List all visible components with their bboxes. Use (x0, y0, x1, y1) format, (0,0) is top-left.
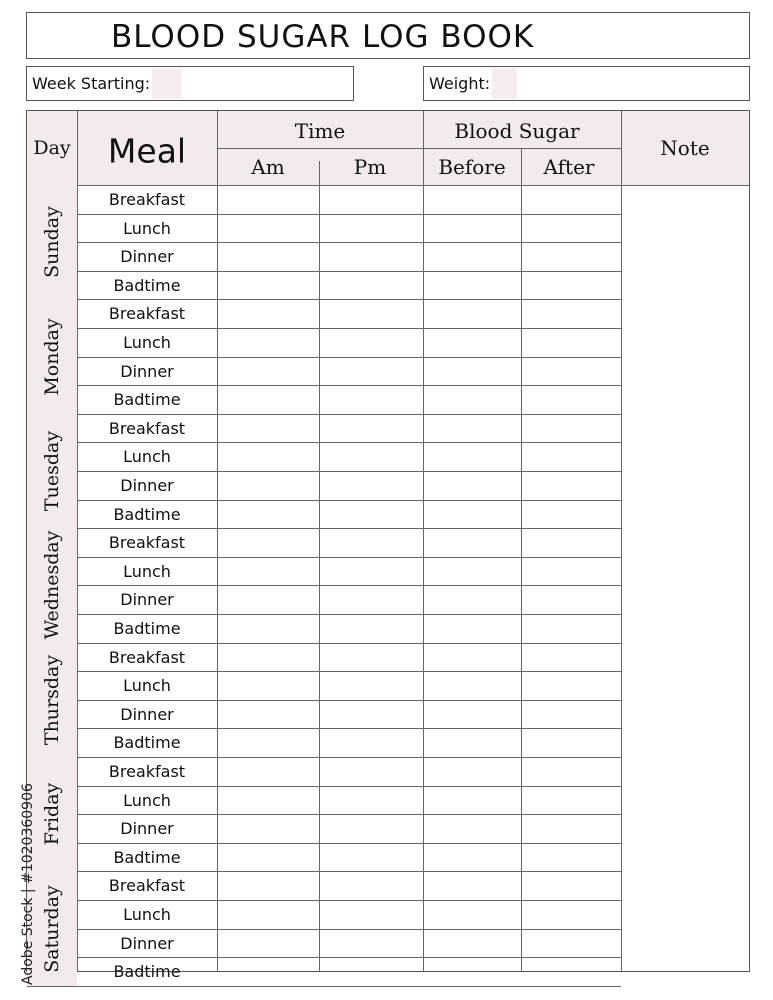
entry-cell-am[interactable] (217, 271, 319, 300)
entry-cell-am[interactable] (217, 728, 319, 757)
entry-cell-am[interactable] (217, 299, 319, 328)
entry-cell-before[interactable] (423, 242, 521, 271)
entry-cell-pm[interactable] (319, 614, 423, 643)
entry-cell-pm[interactable] (319, 500, 423, 529)
entry-cell-before[interactable] (423, 786, 521, 815)
entry-cell-after[interactable] (521, 700, 621, 729)
entry-cell-pm[interactable] (319, 786, 423, 815)
entry-cell-after[interactable] (521, 585, 621, 614)
entry-cell-am[interactable] (217, 385, 319, 414)
entry-cell-pm[interactable] (319, 185, 423, 214)
entry-cell-am[interactable] (217, 614, 319, 643)
entry-cell-before[interactable] (423, 614, 521, 643)
entry-cell-pm[interactable] (319, 328, 423, 357)
entry-cell-before[interactable] (423, 385, 521, 414)
note-area[interactable] (621, 185, 749, 971)
entry-cell-am[interactable] (217, 557, 319, 586)
entry-cell-after[interactable] (521, 843, 621, 872)
pm-header: Pm (353, 155, 387, 179)
entry-cell-pm[interactable] (319, 442, 423, 471)
entry-cell-after[interactable] (521, 929, 621, 958)
meal-label: Dinner (120, 476, 174, 495)
entry-cell-before[interactable] (423, 299, 521, 328)
meal-label: Lunch (123, 676, 171, 696)
entry-cell-pm[interactable] (319, 957, 423, 986)
day-cell-sunday (27, 185, 77, 299)
day-cell-wednesday (27, 528, 77, 642)
entry-cell-before[interactable] (423, 185, 521, 214)
entry-cell-before[interactable] (423, 728, 521, 757)
entry-cell-am[interactable] (217, 242, 319, 271)
entry-cell-pm[interactable] (319, 757, 423, 786)
entry-cell-am[interactable] (217, 957, 319, 986)
entry-cell-before[interactable] (423, 271, 521, 300)
entry-cell-after[interactable] (521, 671, 621, 700)
entry-cell-pm[interactable] (319, 385, 423, 414)
entry-cell-pm[interactable] (319, 728, 423, 757)
meal-label: Breakfast (108, 533, 186, 553)
entry-cell-pm[interactable] (319, 214, 423, 243)
weight-label: Weight: (429, 74, 491, 93)
page-title: BLOOD SUGAR LOG BOOK (111, 19, 535, 55)
entry-cell-am[interactable] (217, 757, 319, 786)
entry-cell-after[interactable] (521, 271, 621, 300)
meal-label: Dinner (120, 704, 174, 724)
entry-cell-before[interactable] (423, 557, 521, 586)
entry-cell-before[interactable] (423, 528, 521, 557)
entry-cell-am[interactable] (217, 900, 319, 929)
entry-cell-after[interactable] (521, 957, 621, 986)
meal-label: Lunch (123, 905, 171, 924)
entry-cell-before[interactable] (423, 700, 521, 729)
entry-cell-after[interactable] (521, 214, 621, 243)
meal-label: Dinner (120, 361, 174, 381)
entry-cell-before[interactable] (423, 357, 521, 386)
entry-cell-after[interactable] (521, 871, 621, 900)
entry-cell-pm[interactable] (319, 357, 423, 386)
entry-cell-after[interactable] (521, 185, 621, 214)
entry-cell-after[interactable] (521, 614, 621, 643)
meal-label: Breakfast (108, 418, 186, 438)
entry-cell-before[interactable] (423, 871, 521, 900)
entry-cell-am[interactable] (217, 500, 319, 529)
meal-label: Badtime (113, 504, 181, 524)
entry-cell-after[interactable] (521, 643, 621, 672)
entry-cell-after[interactable] (521, 242, 621, 271)
meal-label: Lunch (123, 218, 171, 238)
after-header: After (543, 155, 595, 179)
entry-cell-am[interactable] (217, 671, 319, 700)
note-header: Note (660, 136, 710, 160)
note-header-cell (621, 111, 749, 185)
entry-cell-pm[interactable] (319, 900, 423, 929)
entry-cell-pm[interactable] (319, 299, 423, 328)
entry-cell-after[interactable] (521, 757, 621, 786)
week-starting-label: Week Starting: (32, 74, 151, 93)
meal-label: Badtime (113, 847, 181, 867)
meal-label: Breakfast (108, 304, 186, 324)
entry-cell-after[interactable] (521, 900, 621, 929)
entry-cell-before[interactable] (423, 328, 521, 357)
stock-watermark-id: Adobe Stock | #1020360906 (20, 783, 36, 985)
entry-cell-am[interactable] (217, 185, 319, 214)
entry-cell-pm[interactable] (319, 557, 423, 586)
entry-cell-after[interactable] (521, 528, 621, 557)
meal-label: Lunch (123, 447, 171, 467)
day-label: Monday (41, 317, 63, 396)
entry-cell-after[interactable] (521, 500, 621, 529)
entry-cell-before[interactable] (423, 585, 521, 614)
entry-cell-before[interactable] (423, 442, 521, 471)
day-label: Sunday (41, 206, 63, 279)
entry-cell-pm[interactable] (319, 643, 423, 672)
entry-cell-pm[interactable] (319, 871, 423, 900)
meal-label: Badtime (113, 390, 181, 410)
weight-field[interactable] (423, 66, 750, 101)
entry-cell-am[interactable] (217, 442, 319, 471)
entry-cell-before[interactable] (423, 757, 521, 786)
weight-input-area[interactable] (492, 68, 517, 99)
entry-cell-after[interactable] (521, 442, 621, 471)
day-label: Wednesday (41, 530, 63, 640)
title-box (26, 12, 750, 59)
day-label: Saturday (41, 884, 63, 973)
entry-cell-before[interactable] (423, 471, 521, 500)
entry-cell-pm[interactable] (319, 242, 423, 271)
day-cell-tuesday (27, 414, 77, 528)
entry-cell-after[interactable] (521, 471, 621, 500)
meal-label: Dinner (120, 819, 174, 839)
meal-label: Breakfast (108, 876, 186, 896)
day-header: Day (33, 137, 71, 159)
meal-label: Badtime (113, 619, 181, 638)
meal-label: Lunch (123, 790, 171, 810)
entry-cell-am[interactable] (217, 814, 319, 843)
meal-label: Badtime (113, 275, 181, 295)
entry-cell-after[interactable] (521, 414, 621, 443)
day-cell-monday (27, 299, 77, 413)
entry-cell-pm[interactable] (319, 271, 423, 300)
meal-label: Dinner (120, 590, 174, 610)
day-label: Friday (41, 782, 63, 846)
time-header: Time (294, 119, 346, 143)
meal-label: Dinner (120, 933, 174, 953)
entry-cell-am[interactable] (217, 643, 319, 672)
entry-cell-am[interactable] (217, 700, 319, 729)
before-header: Before (438, 155, 506, 179)
entry-cell-pm[interactable] (319, 929, 423, 958)
entry-cell-am[interactable] (217, 414, 319, 443)
meal-header-cell (77, 111, 217, 185)
week-starting-input-area[interactable] (152, 68, 182, 99)
meal-label: Dinner (120, 247, 174, 267)
entry-cell-after[interactable] (521, 328, 621, 357)
entry-cell-pm[interactable] (319, 585, 423, 614)
entry-cell-am[interactable] (217, 528, 319, 557)
entry-cell-after[interactable] (521, 728, 621, 757)
header-divider (217, 148, 621, 149)
entry-cell-before[interactable] (423, 929, 521, 958)
entry-cell-am[interactable] (217, 214, 319, 243)
meal-label: Breakfast (108, 647, 186, 667)
day-cell-thursday (27, 643, 77, 757)
meal-label: Lunch (123, 561, 171, 581)
entry-cell-before[interactable] (423, 671, 521, 700)
day-header-cell (27, 111, 77, 185)
entry-cell-am[interactable] (217, 929, 319, 958)
entry-cell-before[interactable] (423, 214, 521, 243)
entry-cell-am[interactable] (217, 786, 319, 815)
meal-label: Breakfast (108, 762, 186, 781)
entry-cell-am[interactable] (217, 328, 319, 357)
entry-cell-after[interactable] (521, 786, 621, 815)
entry-cell-am[interactable] (217, 871, 319, 900)
entry-cell-before[interactable] (423, 843, 521, 872)
entry-cell-before[interactable] (423, 814, 521, 843)
entry-cell-pm[interactable] (319, 671, 423, 700)
entry-cell-before[interactable] (423, 414, 521, 443)
entry-cell-pm[interactable] (319, 814, 423, 843)
day-label: Tuesday (41, 430, 63, 512)
meal-label: Breakfast (108, 190, 186, 209)
am-header: Am (251, 155, 285, 179)
entry-cell-after[interactable] (521, 385, 621, 414)
entry-cell-after[interactable] (521, 357, 621, 386)
meal-label: Badtime (113, 962, 181, 982)
entry-cell-before[interactable] (423, 643, 521, 672)
entry-cell-pm[interactable] (319, 528, 423, 557)
meal-label: Badtime (113, 733, 181, 753)
log-table (26, 110, 750, 982)
entry-cell-pm[interactable] (319, 414, 423, 443)
entry-cell-after[interactable] (521, 557, 621, 586)
entry-cell-before[interactable] (423, 957, 521, 986)
entry-cell-pm[interactable] (319, 843, 423, 872)
entry-cell-am[interactable] (217, 585, 319, 614)
entry-cell-pm[interactable] (319, 700, 423, 729)
meal-header: Meal (107, 131, 187, 171)
blood-sugar-header: Blood Sugar (454, 119, 580, 143)
day-label: Thursday (41, 654, 63, 745)
entry-cell-am[interactable] (217, 471, 319, 500)
entry-cell-after[interactable] (521, 814, 621, 843)
entry-cell-am[interactable] (217, 357, 319, 386)
entry-cell-before[interactable] (423, 500, 521, 529)
entry-cell-am[interactable] (217, 843, 319, 872)
entry-cell-after[interactable] (521, 299, 621, 328)
week-starting-field[interactable] (26, 66, 354, 101)
entry-cell-pm[interactable] (319, 471, 423, 500)
meal-label: Lunch (123, 333, 171, 352)
entry-cell-before[interactable] (423, 900, 521, 929)
